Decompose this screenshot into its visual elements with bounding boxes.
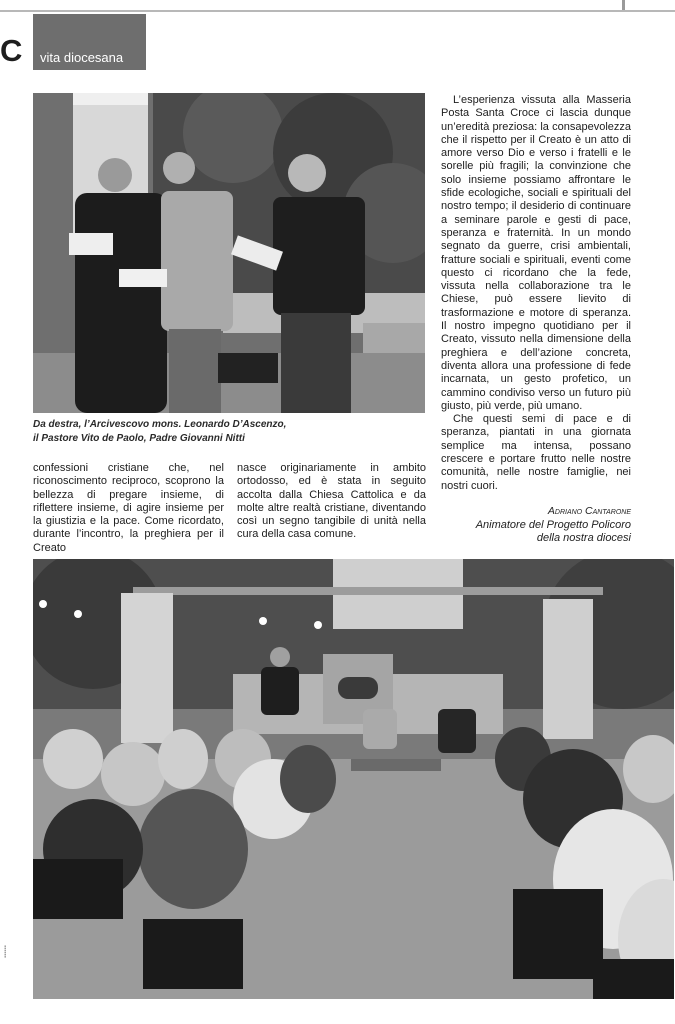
magazine-logo: C: [0, 33, 22, 68]
section-title: vita diocesana: [40, 50, 124, 65]
article-column-b: [237, 462, 426, 542]
article-paragraph-1: L’esperienza vissuta alla Masseria Posta Santa Croce ci lascia dunque un’eredità preziosa: la consapevolezza che il rispetto per il Creato è un atto di amore verso Dio e verso i fratelli e le sorelle più fragili; la convinzione che solo insieme possiamo affrontare le sfide ecologiche, sociali e spirituali del nostro tempo; il desiderio di continuare a seminare parole e gesti di pace, speranza e fraternità. In un mondo segnato da guerre, crisi ambientali, fratture sociali e spirituali, eventi come questo ci ricordano che la fede, vissuta nella collaborazione tra le Chiese, può essere lievito di trasformazione e motore di speranza. Il nostro impegno quotidiano per il Creato, vissuto nella dimensione della preghiera e dell’azione concreta, diventa allora una professione di fede incarnata, un gesto profetico, un cammino condiviso verso un futuro più giusto, più verde, più umano.: [441, 94, 631, 412]
caption-line-2: il Pastore Vito de Paolo, Padre Giovanni Nitti: [33, 432, 245, 444]
top-rule-tick: [622, 0, 625, 10]
photo-bottom: [33, 559, 674, 999]
side-margin-mark: ▪▪▪▪▪▪: [3, 945, 9, 958]
photo-caption: [33, 418, 425, 445]
signature-role-line-2: della nostra diocesi: [536, 532, 631, 544]
signature-role-line-1: Animatore del Progetto Policoro: [475, 518, 631, 531]
top-rule: [0, 10, 675, 12]
photo-top-illustration: [33, 93, 425, 413]
photo-bottom-illustration: [33, 559, 674, 999]
article-right-column: [441, 94, 631, 493]
caption-line-1: Da destra, l’Arcivescovo mons. Leonardo D’Ascenzo,: [33, 419, 287, 430]
photo-top: [33, 93, 425, 413]
signature-author: Adriano Cantarone: [547, 505, 631, 517]
article-column-b-text: nasce originariamente in ambito ortodosso, ed è stata in seguito accolta dalla Chiesa Cattolica e da molte altre realtà cristiane, diventando così un segno tangibile di unità nella cura della casa comune.: [237, 462, 426, 541]
article-signature: [441, 505, 631, 546]
article-column-a-text: confessioni cristiane che, nel riconoscimento reciproco, scoprono la bellezza di pregare insieme, di riflettere insieme, di agire insieme per la giustizia e la pace. Come ricordato, durante l’incontro, la preghiera per il Creato: [33, 462, 224, 554]
article-paragraph-2: Che questi semi di pace e di speranza, piantati in una giornata semplice ma intensa, possano crescere e portare frutto nelle nostre comunità, nelle nostre famiglie, nei nostri cuori.: [441, 413, 631, 492]
article-column-a: [33, 462, 224, 555]
